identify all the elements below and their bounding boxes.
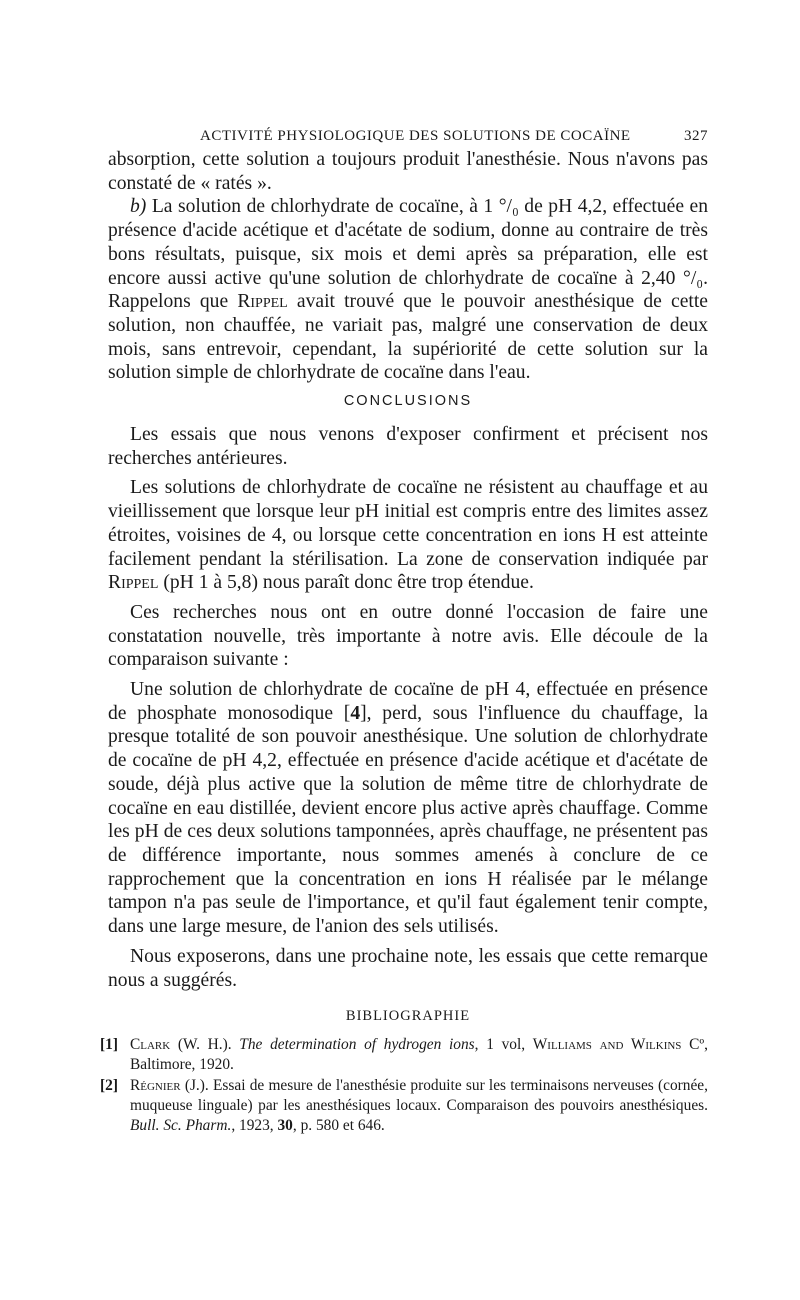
page [100,122,708,1137]
running-header [108,122,708,148]
running-title: ACTIVITÉ PHYSIOLOGIQUE DES SOLUTIONS DE COCAÏNE [200,128,631,144]
paragraph-text: avait trouvé que le pouvoir anesthésique de cette solution, non chauffée, ne variait pas, malgré une conservation de deux mois, sans entrevoir, cependant, la supériorité de cette solution sur la solution simple de chlorhydrate de cocaïne dans l'eau. [108,291,708,384]
reference-title: The determination of hydrogen ions [239,1036,475,1054]
reference-author: Régnier [130,1077,181,1095]
reference-number: 4 [350,702,361,724]
reference-initials: (J.). [180,1077,213,1095]
paragraph-comparaison [108,678,708,939]
section-heading-conclusions: CONCLUSIONS [343,393,473,410]
paragraph-solutions [108,476,708,595]
bibliography-entry [100,1035,708,1074]
paragraph-text: Les solutions de chlorhydrate de cocaïne ne résistent au chauffage et au vieillissement que lorsque leur pH initial est compris entre des limites assez étroites, voisines de 4, ou lorsque cette concentration en ions H est atteinte facilement pendant la stérilisation. La zone de conservation indiquée par [108,477,708,570]
reference-author: Clark [130,1036,171,1054]
page-number: 327 [684,128,708,144]
item-label-b: b) [130,196,147,218]
reference-publisher: Williams and Wilkins [532,1036,682,1054]
reference-journal: Bull. Sc. Pharm. [130,1116,232,1134]
reference-volume: 30 [277,1116,293,1134]
paragraph-text: ], perd, sous l'influence du chauffage, la presque totalité de son pouvoir anesthésique. Une solution de chlorhydrate de cocaïne de pH 4,2, effectuée en présence d'acide acétique et d'acétate de soude, déjà plus active que la solution de même titre de chlorhydrate de cocaïne en eau distillée, devient encore plus active après chauffage. Comme les pH de ces deux solutions tamponnées, après chauffage, ne présentent pas de différence importante, nous sommes amenés à conclure de ce rapprochement que la concentration en ions H réalisée par le mélange tampon n'a pas seule de l'importance, et qu'il faut également tenir compte, dans une large mesure, de l'anion des sels utilisés. [108,702,708,938]
reference-label: [1] [100,1036,118,1054]
paragraph-absorption: absorption, cette solution a toujours produit l'anesthésie. Nous n'avons pas constaté de « ratés ». [108,149,708,194]
reference-text: Cº, Baltimore, 1920. [130,1036,708,1073]
paragraph-text: Une solution de chlorhydrate de cocaïne de pH 4, effectuée en présence de phosphate monosodique [ [108,679,708,724]
paragraph-text: (pH 1 à 5,8) nous paraît donc être trop étendue. [158,572,534,594]
paragraph-solution-b [108,195,708,385]
bibliography-list [100,1035,708,1135]
paragraph-recherches: Ces recherches nous ont en outre donné l'occasion de faire une constatation nouvelle, très importante à notre avis. Elle découle de la comparaison suivante : [108,601,708,671]
reference-text: , 1 vol, [474,1036,533,1054]
bibliography-heading: BIBLIOGRAPHIE [345,1008,471,1025]
reference-year: , 1923, [231,1116,278,1134]
author-name: Rippel [237,291,288,313]
author-name: Rippel [108,572,159,594]
bibliography-entry [100,1076,708,1135]
paragraph-exposerons: Nous exposerons, dans une prochaine note, les essais que cette remarque nous a suggérés. [108,945,708,991]
reference-text: Essai de mesure de l'anesthésie produite sur les terminaisons nerveuses (cornée, muqueuse linguale) par les anesthésiques locaux. Comparaison des pouvoirs anesthésiques. [130,1077,708,1114]
paragraph-text: La solution de chlorhydrate de cocaïne, à 1 °/₀ de pH 4,2, effectuée en présence d'acide acétique et d'acétate de sodium, donne au contraire de très bons résultats, puisque, six mois et demi après sa préparation, elle est encore aussi active qu'une solution de chlorhydrate de cocaïne à 2,40 °/₀. Rappelons que [108,196,708,313]
paragraph-essais: Les essais que nous venons d'exposer confirment et précisent nos recherches antérieures. [108,424,708,469]
reference-pages: , p. 580 et 646. [292,1116,385,1134]
reference-initials: (W. H.). [170,1036,240,1054]
reference-label: [2] [100,1077,118,1095]
